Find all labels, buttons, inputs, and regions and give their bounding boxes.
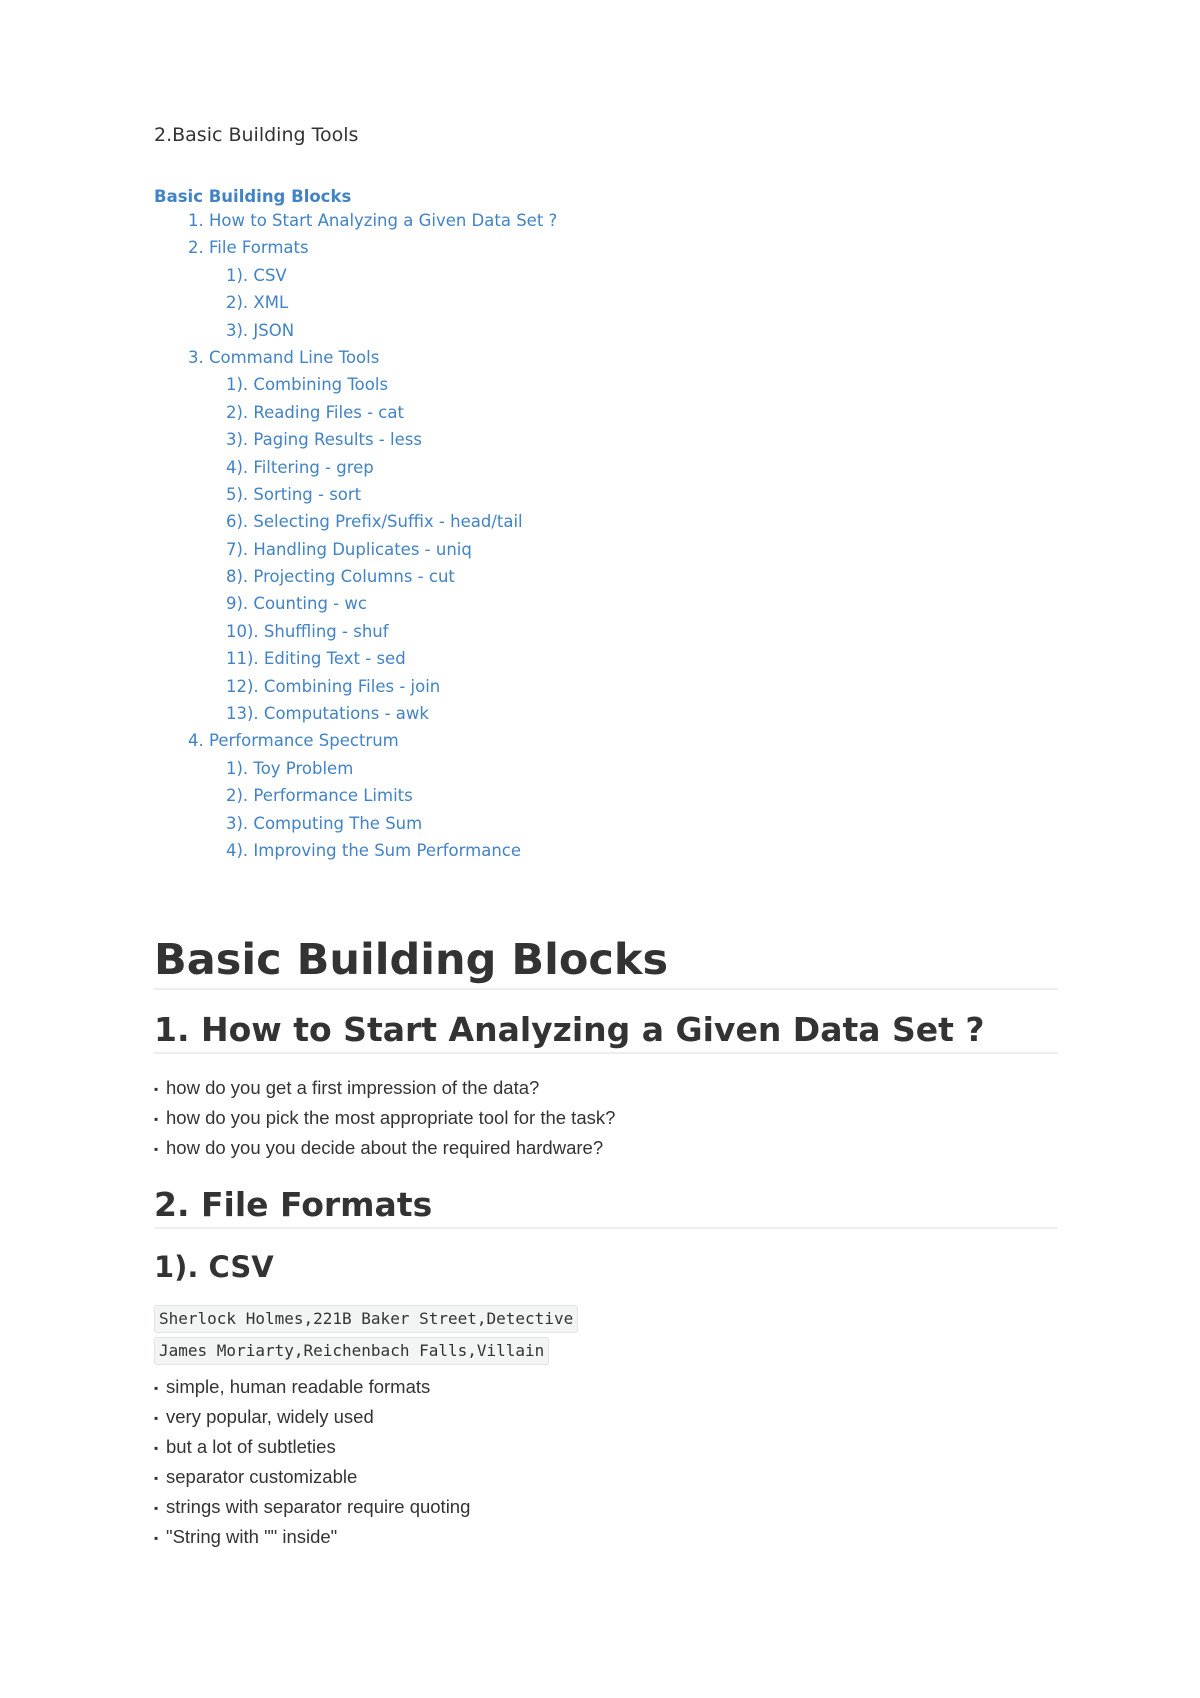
section1-bullet-list — [154, 1073, 615, 1163]
bullet-icon: ▪ — [154, 1112, 159, 1127]
toc-item[interactable] — [154, 673, 557, 700]
list-item: ▪ how do you get a first impression of the data? — [154, 1073, 615, 1103]
main-heading: Basic Building Blocks — [154, 932, 1058, 990]
toc-item[interactable] — [154, 454, 557, 481]
toc-item[interactable] — [154, 262, 557, 289]
toc-link[interactable]: 13). Computations - awk — [226, 704, 429, 724]
list-item: ▪ separator customizable — [154, 1462, 470, 1492]
toc-link[interactable]: 4). Improving the Sum Performance — [226, 840, 522, 860]
toc-item[interactable] — [154, 782, 557, 809]
toc-link[interactable]: 12). Combining Files - join — [226, 676, 441, 696]
bullet-icon: ▪ — [154, 1501, 159, 1516]
list-item: ▪ how do you pick the most appropriate tool for the task? — [154, 1103, 615, 1133]
toc-link[interactable]: 3). JSON — [226, 320, 295, 340]
toc-item[interactable] — [154, 700, 557, 727]
bullet-icon: ▪ — [154, 1441, 159, 1456]
toc-item[interactable] — [154, 536, 557, 563]
toc-item[interactable] — [154, 618, 557, 645]
table-of-contents — [154, 186, 557, 864]
code-line: Sherlock Holmes,221B Baker Street,Detective — [154, 1305, 578, 1333]
toc-item[interactable] — [154, 810, 557, 837]
document-title: 2.Basic Building Tools — [154, 124, 359, 146]
toc-item[interactable] — [154, 399, 557, 426]
code-line: James Moriarty,Reichenbach Falls,Villain — [154, 1337, 549, 1365]
list-item: ▪ how do you you decide about the required hardware? — [154, 1133, 615, 1163]
bullet-icon: ▪ — [154, 1471, 159, 1486]
toc-link[interactable]: 2). XML — [226, 293, 289, 313]
list-item: ▪ simple, human readable formats — [154, 1372, 470, 1402]
toc-link[interactable]: 1. How to Start Analyzing a Given Data Set ? — [188, 211, 558, 230]
toc-item[interactable] — [154, 590, 557, 617]
toc-item[interactable] — [154, 837, 557, 864]
toc-root-link[interactable] — [154, 186, 557, 207]
toc-link[interactable]: 2). Reading Files - cat — [226, 402, 404, 422]
toc-link[interactable]: 7). Handling Duplicates - uniq — [226, 539, 472, 559]
list-item: ▪ strings with separator require quoting — [154, 1492, 470, 1522]
subsection-heading-csv: 1). CSV — [154, 1250, 274, 1284]
toc-link[interactable]: 3). Computing The Sum — [226, 813, 423, 833]
list-item: ▪ but a lot of subtleties — [154, 1432, 470, 1462]
toc-item[interactable] — [154, 645, 557, 672]
toc-link[interactable]: 1). CSV — [226, 265, 287, 285]
csv-code-sample — [154, 1305, 578, 1369]
toc-item[interactable] — [154, 508, 557, 535]
toc-item[interactable] — [154, 289, 557, 316]
toc-item[interactable] — [154, 317, 557, 344]
bullet-icon: ▪ — [154, 1082, 159, 1097]
toc-item[interactable] — [154, 234, 557, 261]
toc-item[interactable] — [154, 207, 557, 234]
list-item: ▪ very popular, widely used — [154, 1402, 470, 1432]
bullet-icon: ▪ — [154, 1381, 159, 1396]
toc-link[interactable]: 9). Counting - wc — [226, 594, 367, 614]
toc-link[interactable]: 2. File Formats — [188, 238, 309, 258]
toc-root-label[interactable]: Basic Building Blocks — [154, 187, 352, 206]
toc-link[interactable]: 11). Editing Text - sed — [226, 649, 406, 669]
csv-bullet-list — [154, 1372, 470, 1552]
toc-link[interactable]: 1). Combining Tools — [226, 375, 389, 395]
bullet-icon: ▪ — [154, 1142, 159, 1157]
bullet-icon: ▪ — [154, 1531, 159, 1546]
toc-item[interactable] — [154, 426, 557, 453]
toc-link[interactable]: 4. Performance Spectrum — [188, 731, 399, 751]
bullet-icon: ▪ — [154, 1411, 159, 1426]
list-item: ▪ "String with "" inside" — [154, 1522, 470, 1552]
toc-link[interactable]: 1). Toy Problem — [226, 758, 354, 778]
toc-item[interactable] — [154, 344, 557, 371]
toc-link[interactable]: 6). Selecting Prefix/Suffix - head/tail — [226, 512, 523, 532]
toc-link[interactable]: 3). Paging Results - less — [226, 430, 422, 450]
toc-link[interactable]: 5). Sorting - sort — [226, 484, 362, 504]
toc-link[interactable]: 4). Filtering - grep — [226, 457, 374, 477]
toc-item[interactable] — [154, 371, 557, 398]
toc-link[interactable]: 3. Command Line Tools — [188, 347, 380, 367]
toc-link[interactable]: 2). Performance Limits — [226, 786, 413, 806]
toc-link[interactable]: 8). Projecting Columns - cut — [226, 567, 455, 587]
section-heading-how-to-start: 1. How to Start Analyzing a Given Data Set ? — [154, 1007, 1058, 1054]
toc-item[interactable] — [154, 563, 557, 590]
section-heading-file-formats: 2. File Formats — [154, 1182, 1058, 1229]
toc-item[interactable] — [154, 481, 557, 508]
toc-list — [154, 207, 557, 864]
toc-link[interactable]: 10). Shuffling - shuf — [226, 621, 389, 641]
toc-item[interactable] — [154, 755, 557, 782]
toc-item[interactable] — [154, 727, 557, 754]
